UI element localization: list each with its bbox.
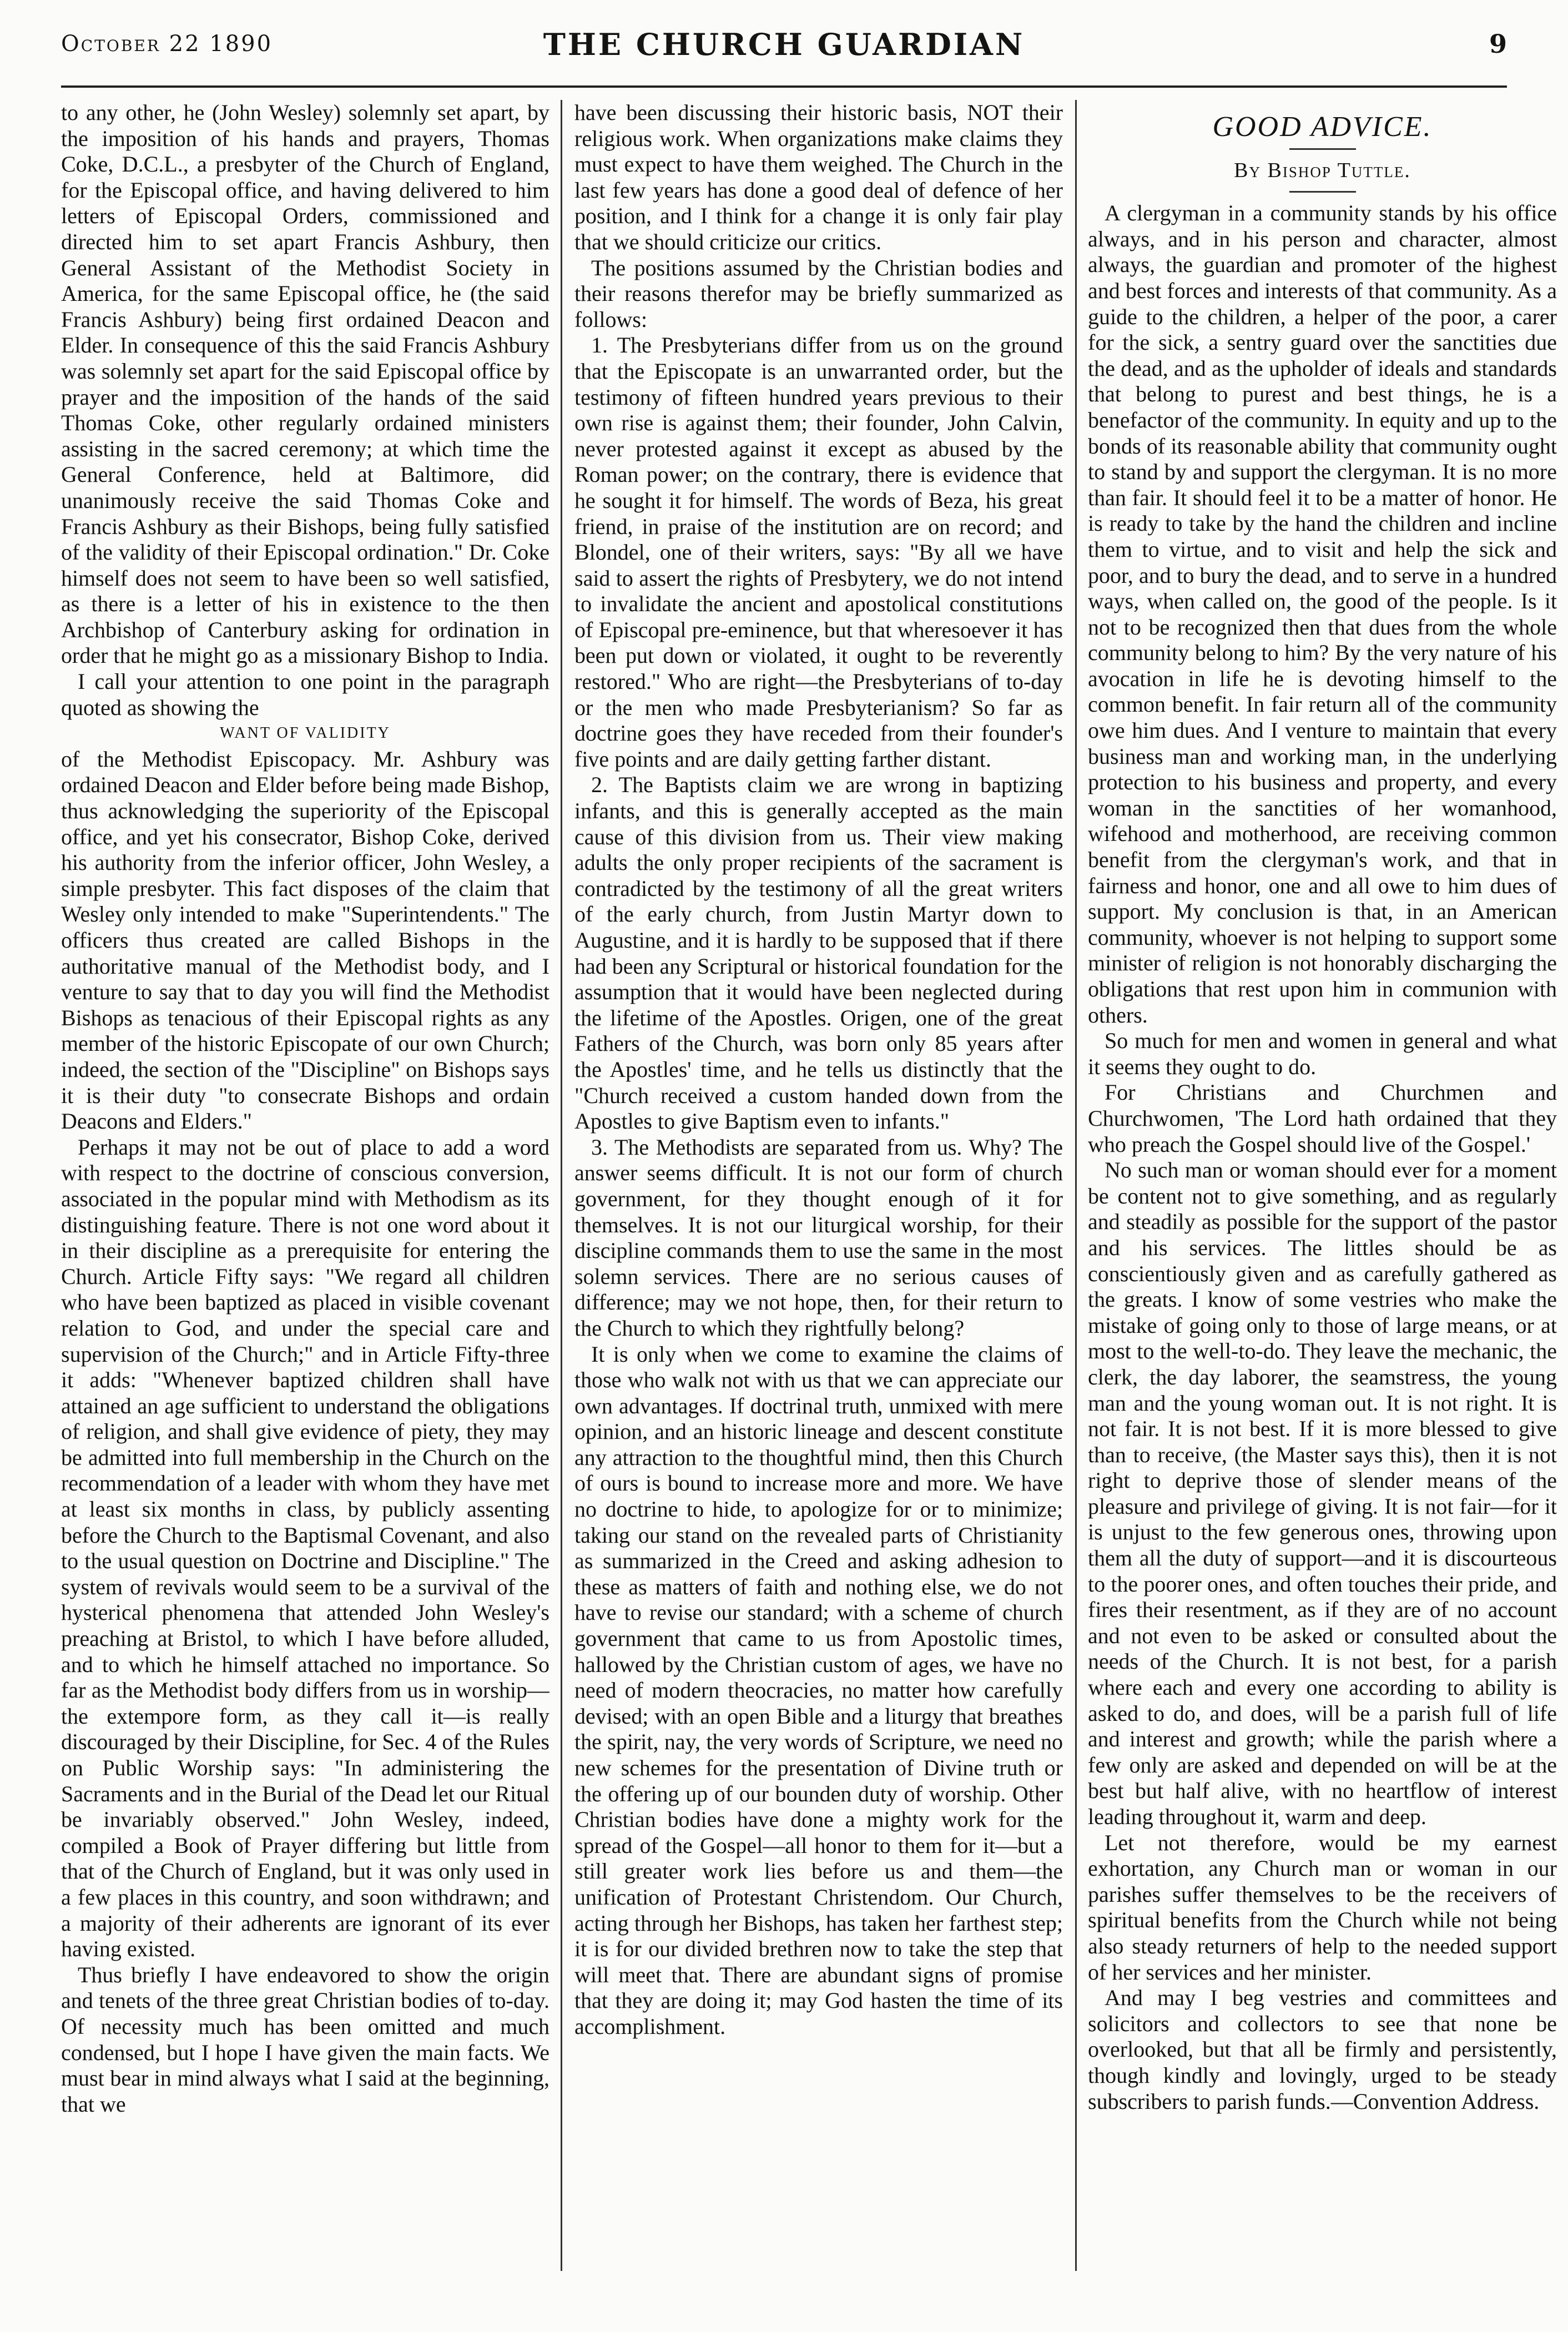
- article-title: GOOD ADVICE.: [1212, 111, 1433, 143]
- paragraph: 3. The Methodists are separated from us. Why? The answer seems difficult. It is not our form of church government, for they thought enough of it for themselves. It is not our liturgical worship, for their discipline commands them to use the same in the most solemn services. There are no serious causes of difference; may we not hope, then, for their return to the Church to which they rightfully belong?: [574, 1134, 1063, 1341]
- paragraph: 1. The Presbyterians differ from us on the ground that the Episcopate is an unwarranted order, but the testimony of fifteen hundred years previous to their own rise is against them; their founder, John Calvin, never protested against it except as abused by the Roman power; on the contrary, there is evidence that he sought it for himself. The words of Beza, his great friend, in praise of the institution are on record; and Blondel, one of their writers, says: "By all we have said to assert the rights of Presbytery, we do not intend to invalidate the ancient and apostolical constitutions of Episcopal pre-eminence, but that wheresoever it has been put down or violated, it ought to be reverently restored." Who are right—the Presbyterians of to-day or the men who made Presbyterianism? So far as doctrine goes they have receded from their founder's five points and are daily getting farther distant.: [574, 333, 1063, 772]
- paragraph: Let not therefore, would be my earnest exhortation, any Church man or woman in our parishes suffer themselves to be the receivers of spiritual benefits from the Church while not being also steady returners of help to the needed support of her services and her minister.: [1088, 1830, 1557, 1985]
- newspaper-title: THE CHURCH GUARDIAN: [543, 27, 1025, 62]
- paragraph: of the Methodist Episcopacy. Mr. Ashbury was ordained Deacon and Elder before being made Bishop, thus acknowledging the superiority of the Episcopal office, and yet his consecrator, Bishop Coke, derived his authority from the inferior officer, John Wesley, a simple presbyter. This fact disposes of the claim that Wesley only intended to make "Superintendents." The officers thus created are called Bishops in the authoritative manual of the Methodist body, and I venture to say that to day you will find the Methodist Bishops as tenacious of their Episcopal rights as any member of the historic Episcopate of our own Church; indeed, the section of the "Discipline" on Bishops says it is their duty "to consecrate Bishops and ordain Deacons and Elders.": [61, 746, 549, 1134]
- section-subhead: WANT OF VALIDITY: [220, 724, 391, 742]
- paragraph: A clergyman in a community stands by his office always, and in his person and character, almost always, the guardian and promoter of the highest and best forces and interests of that community. As a guide to the children, a helper of the poor, a carer for the sick, a sentry guard over the sanctities due the dead, and as the upholder of ideals and standards that belong to purest and best things, he is a benefactor of the community. In equity and up to the bonds of its reasonable ability that community ought to stand by and support the clergyman. It is no more than fair. It should feel it to be a matter of honor. He is ready to take by the hand the children and incline them to virtue, and to visit and help the sick and poor, and to bury the dead, and to serve in a hundred ways, when called on, the good of the people. Is it not to be recognized then that dues from the whole community belong to him? By the very nature of his avocation in life he is devoting himself to the common benefit. In fair return all of the community owe him dues. And I venture to maintain that every business man and working man, in the underlying protection to his business and property, and every woman in the sanctities of her womanhood, wifehood and motherhood, are receiving common benefit from the clergyman's work, and that in fairness and honor, one and all owe to him dues of support. My conclusion is that, in an American community, whoever is not helping to support some minister of religion is not honorably discharging the obligations that rest upon him in communion with others.: [1088, 200, 1557, 1028]
- paragraph: It is only when we come to examine the claims of those who walk not with us that we can appreciate our own advantages. If doctrinal truth, unmixed with mere opinion, and an historic lineage and descent constitute any attraction to the thoughtful mind, then this Church of ours is bound to increase more and more. We have no doctrine to hide, to apologize for or to minimize; taking our stand on the revealed parts of Christianity as summarized in the Creed and asking adhesion to these as matters of faith and nothing else, we do not have to revise our standard; with a scheme of church government that came to us from Apostolic times, hallowed by the Christian custom of ages, we have no need of modern theocracies, no matter how carefully devised; with an open Bible and a liturgy that breathes the spirit, nay, the very words of Scripture, we need no new schemes for the presentation of Divine truth or the offering up of our bounden duty of worship. Other Christian bodies have done a mighty work for the spread of the Gospel—all honor to them for it—but a still greater work lies before us and them—the unification of Protestant Christendom. Our Church, acting through her Bishops, has taken her farthest step; it is for our divided brethren now to take the step that will meet that. There are abundant signs of promise that they are doing it; may God hasten the time of its accomplishment.: [574, 1341, 1063, 2039]
- paragraph: So much for men and women in general and what it seems they ought to do.: [1088, 1028, 1557, 1079]
- column-2: [574, 100, 1063, 2271]
- paragraph: have been discussing their historic basis, NOT their religious work. When organizations make claims they must expect to have them weighed. The Church in the last few years has done a good deal of defence of her position, and I think for a change it is only fair play that we should criticize our critics.: [574, 100, 1063, 254]
- paragraph: Perhaps it may not be out of place to add a word with respect to the doctrine of conscious conversion, associated in the popular mind with Methodism as its distinguishing feature. There is not one word about it in their discipline as a prerequisite for entering the Church. Article Fifty says: "We regard all children who have been baptized as placed in visible covenant relation to God, and under the special care and supervision of the Church;" and in Article Fifty-three it adds: "Whenever baptized children shall have attained an age sufficient to understand the obligations of religion, and shall give evidence of piety, they may be admitted into full membership in the Church on the recommendation of a leader with whom they have met at least six months in class, by publicly assenting before the Church to the Baptismal Covenant, and also to the usual question on Doctrine and Discipline." The system of revivals would seem to be a survival of the hysterical phenomena that attended John Wesley's preaching at Bristol, to which I have before alluded, and to which he himself attached no importance. So far as the Methodist body differs from us in worship—the extempore form, as they call it—is really discouraged by their Discipline, for Sec. 4 of the Rules on Public Worship says: "In administering the Sacraments and in the Burial of the Dead let our Ritual be invariably observed." John Wesley, indeed, compiled a Book of Prayer differing but little from that of the Church of England, but it was only used in a few places in this country, and soon withdrawn; and a majority of their adherents are ignorant of its ever having existed.: [61, 1134, 549, 1962]
- article-byline: By Bishop Tuttle.: [1234, 158, 1411, 182]
- column-1: [61, 100, 549, 2271]
- title-rule: [1289, 148, 1356, 150]
- page-number: 9: [1489, 29, 1507, 59]
- column-divider: [561, 100, 562, 2271]
- byline-rule: [1289, 191, 1356, 193]
- issue-date: October 22 1890: [61, 31, 273, 57]
- paragraph: I call your attention to one point in the paragraph quoted as showing the: [61, 669, 549, 720]
- masthead: [61, 19, 1507, 88]
- paragraph: 2. The Baptists claim we are wrong in baptizing infants, and this is generally accepted as the main cause of this division from us. Their view making adults the only proper recipients of the sacrament is contradicted by the testimony of all the great writers of the early church, from Justin Martyr down to Augustine, and it is hardly to be supposed that if there had been any Scriptural or historical foundation for the assumption that it would have been neglected during the lifetime of the Apostles. Origen, one of the great Fathers of the Church, was born only 85 years after the Apostles' time, and he tells us distinctly that the "Church received a custom handed down from the Apostles to give Baptism even to infants.": [574, 772, 1063, 1134]
- column-divider: [1075, 100, 1077, 2271]
- paragraph: The positions assumed by the Christian bodies and their reasons therefor may be briefly summarized as follows:: [574, 255, 1063, 332]
- paragraph: Thus briefly I have endeavored to show the origin and tenets of the three great Christian bodies of to-day. Of necessity much has been omitted and much condensed, but I hope I have given the main facts. We must bear in mind always what I said at the beginning, that we: [61, 1962, 549, 2117]
- paragraph: For Christians and Churchmen and Churchwomen, 'The Lord hath ordained that they who preach the Gospel should live of the Gospel.': [1088, 1080, 1557, 1157]
- paragraph: to any other, he (John Wesley) solemnly set apart, by the imposition of his hands and prayers, Thomas Coke, D.C.L., a presbyter of the Church of England, for the Episcopal office, and having delivered to him letters of Episcopal Orders, commissioned and directed him to set apart Francis Ashbury, then General Assistant of the Methodist Society in America, for the same Episcopal office, he (the said Francis Ashbury) being first ordained Deacon and Elder. In consequence of this the said Francis Ashbury was solemnly set apart for the said Episcopal office by prayer and the imposition of the hands of the said Thomas Coke, other regularly ordained ministers assisting in the sacred ceremony; at which time the General Conference, held at Baltimore, did unanimously receive the said Thomas Coke and Francis Ashbury as their Bishops, being fully satisfied of the validity of their Episcopal ordination." Dr. Coke himself does not seem to have been so well satisfied, as there is a letter of his in existence to the then Archbishop of Canterbury asking for ordination in order that he might go as a missionary Bishop to India.: [61, 100, 549, 668]
- column-3: [1088, 100, 1557, 2271]
- paragraph: No such man or woman should ever for a moment be content not to give something, and as regularly and steadily as possible for the support of the pastor and his services. The littles should be as conscientiously given and as carefully gathered as the greats. I know of some vestries who make the mistake of going only to those of large means, or at most to the well-to-do. They leave the mechanic, the clerk, the day laborer, the seamstress, the young man and the young woman out. It is not right. It is not fair. It is not best. If it is more blessed to give than to receive, (the Master says this), then it is not right to deprive those of slender means of the pleasure and privilege of giving. It is not fair—for it is unjust to the few generous ones, throwing upon them all the duty of support—and it is discourteous to the poorer ones, and often touches their pride, and fires their resentment, as if they are of no account and not even to be asked or consulted about the needs of the Church. It is not best, for a parish where each and every one according to ability is asked to do, and does, will be a parish full of life and interest and growth; while the parish where a few only are asked and depended on will be at the best but half alive, with no heartflow of interest leading throughout it, warm and deep.: [1088, 1157, 1557, 1829]
- paragraph: And may I beg vestries and committees and solicitors and collectors to see that none be overlooked, but that all be firmly and persistently, though kindly and lovingly, urged to be steady subscribers to parish funds.—Convention Address.: [1088, 1985, 1557, 2114]
